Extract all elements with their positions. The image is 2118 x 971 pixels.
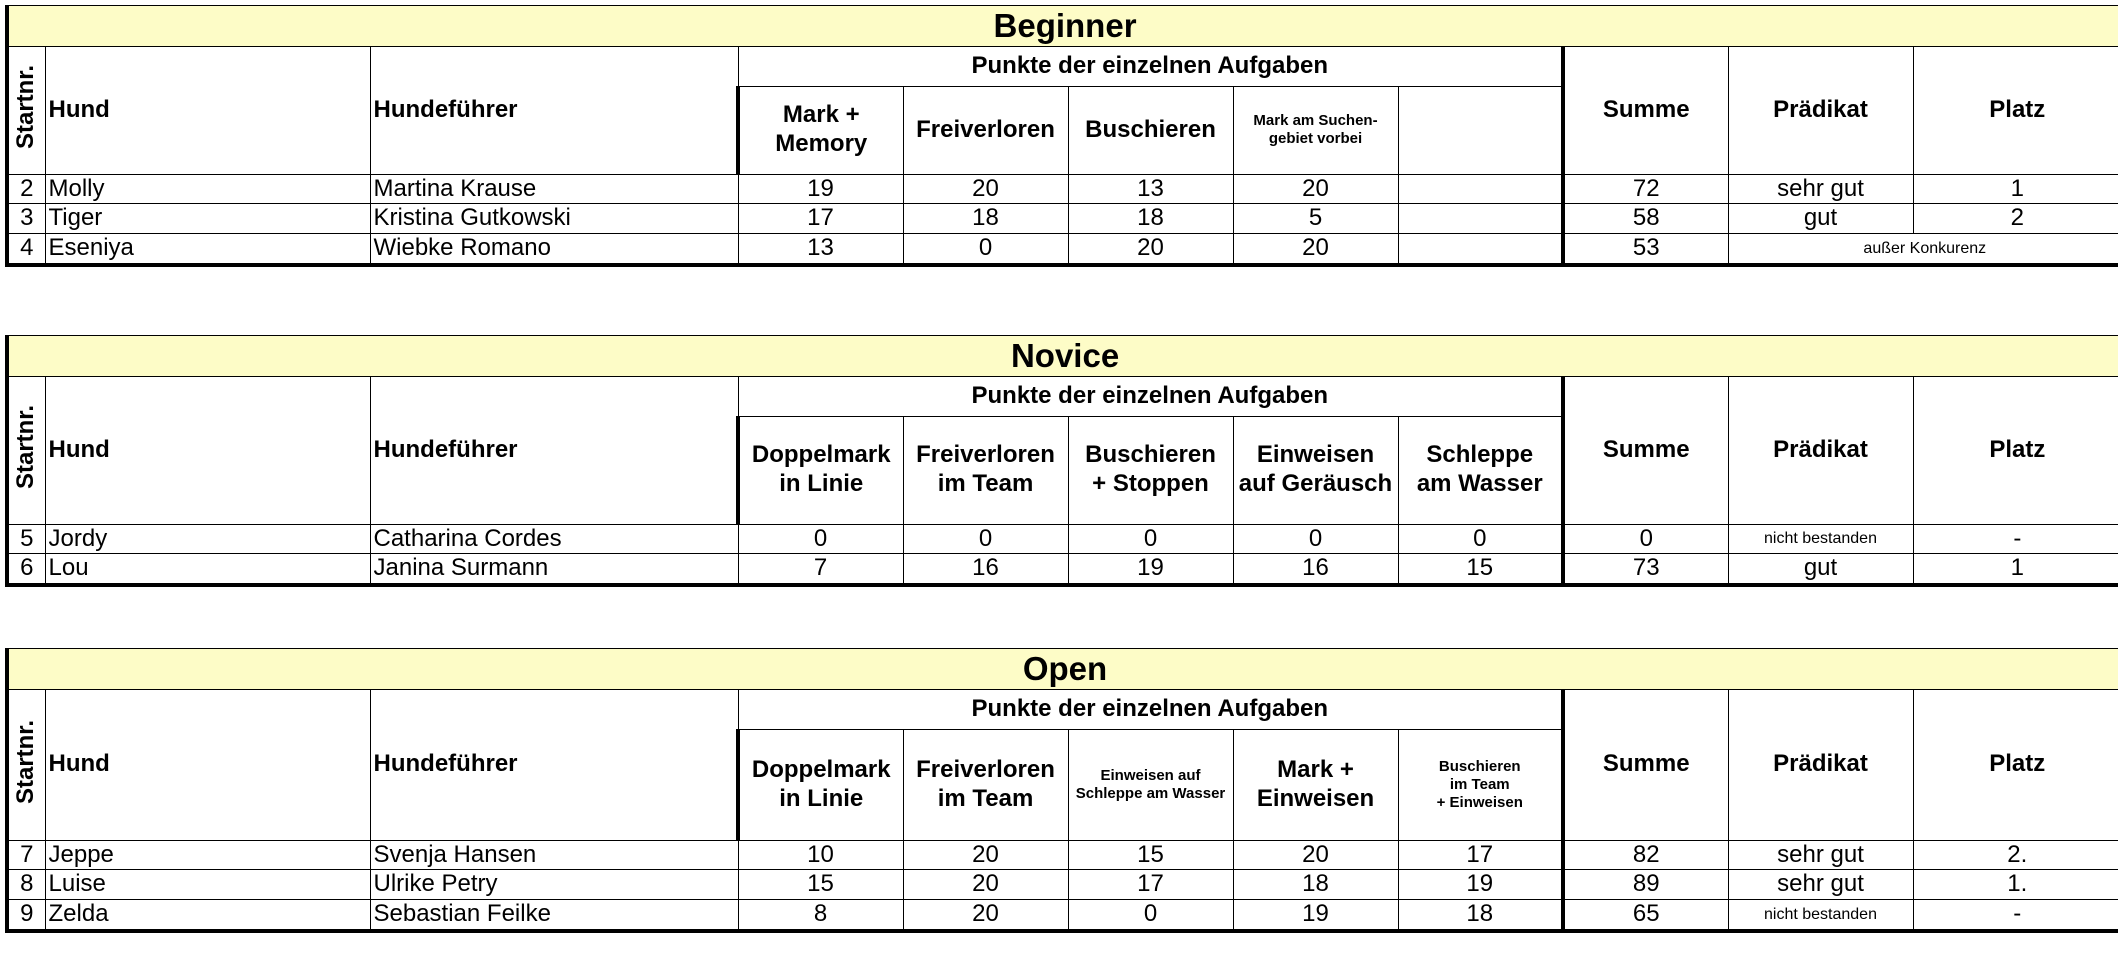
cell-summe: 89	[1563, 870, 1728, 900]
cell-points-task-3: 19	[1068, 554, 1233, 585]
cell-points-task-1: 13	[738, 234, 903, 265]
header-hundefuehrer: Hundeführer	[370, 376, 738, 524]
section-title: Novice	[7, 336, 2118, 377]
cell-points-task-2: 20	[903, 900, 1068, 931]
header-startnr-label: Startnr.	[12, 405, 40, 490]
task-label: Freiverloren im Team	[916, 441, 1055, 498]
cell-platz: 1.	[1913, 870, 2118, 900]
cell-hund: Jordy	[45, 524, 370, 554]
header-task-1	[738, 416, 903, 524]
cell-startnr: 6	[7, 554, 45, 585]
cell-points-task-3: 0	[1068, 900, 1233, 931]
cell-points-task-3: 15	[1068, 840, 1233, 870]
header-task-5	[1398, 416, 1563, 524]
header-task-1	[738, 729, 903, 840]
task-label: Buschieren + Stoppen	[1085, 441, 1216, 498]
cell-platz: -	[1913, 900, 2118, 931]
task-label: Buschieren	[1085, 115, 1216, 143]
cell-points-task-1: 15	[738, 870, 903, 900]
header-summe: Summe	[1563, 46, 1728, 174]
cell-points-task-2: 16	[903, 554, 1068, 585]
cell-summe: 72	[1563, 174, 1728, 204]
cell-praedikat: nicht bestanden	[1728, 524, 1913, 554]
header-hund: Hund	[45, 689, 370, 840]
cell-hundefuehrer: Ulrike Petry	[370, 870, 738, 900]
cell-startnr: 8	[7, 870, 45, 900]
header-startnr	[7, 376, 45, 524]
cell-platz: 1	[1913, 554, 2118, 585]
task-label: Freiverloren	[916, 115, 1055, 143]
table-row	[7, 554, 2118, 585]
cell-hundefuehrer: Sebastian Feilke	[370, 900, 738, 931]
cell-hund: Luise	[45, 870, 370, 900]
header-task-5	[1398, 729, 1563, 840]
cell-hund: Eseniya	[45, 234, 370, 265]
section-open	[5, 648, 2113, 933]
header-startnr-label: Startnr.	[12, 65, 40, 150]
header-task-3	[1068, 729, 1233, 840]
cell-startnr: 4	[7, 234, 45, 265]
header-praedikat: Prädikat	[1728, 689, 1913, 840]
cell-points-task-1: 7	[738, 554, 903, 585]
cell-points-task-5: 19	[1398, 870, 1563, 900]
cell-platz: 2	[1913, 204, 2118, 234]
header-task-2	[903, 729, 1068, 840]
header-hundefuehrer: Hundeführer	[370, 46, 738, 174]
cell-points-task-4: 20	[1233, 234, 1398, 265]
cell-points-task-5	[1398, 204, 1563, 234]
header-praedikat: Prädikat	[1728, 376, 1913, 524]
results-table	[5, 648, 2118, 933]
cell-points-task-5	[1398, 234, 1563, 265]
cell-points-task-3: 17	[1068, 870, 1233, 900]
header-startnr	[7, 689, 45, 840]
cell-startnr: 9	[7, 900, 45, 931]
task-label: Mark + Memory	[775, 101, 868, 158]
header-startnr	[7, 46, 45, 174]
cell-points-task-5: 15	[1398, 554, 1563, 585]
task-label: Buschieren im Team + Einweisen	[1436, 757, 1523, 811]
cell-praedikat: sehr gut	[1728, 870, 1913, 900]
header-punkte: Punkte der einzelnen Aufgaben	[738, 376, 1563, 416]
table-row	[7, 524, 2118, 554]
cell-points-task-2: 20	[903, 174, 1068, 204]
table-row	[7, 174, 2118, 204]
table-row	[7, 234, 2118, 265]
cell-summe: 53	[1563, 234, 1728, 265]
results-table	[5, 335, 2118, 587]
header-summe: Summe	[1563, 376, 1728, 524]
cell-points-task-5	[1398, 174, 1563, 204]
cell-points-task-1: 10	[738, 840, 903, 870]
cell-summe: 73	[1563, 554, 1728, 585]
header-task-4	[1233, 416, 1398, 524]
cell-hundefuehrer: Wiebke Romano	[370, 234, 738, 265]
cell-praedikat-platz-merged: außer Konkurenz	[1728, 234, 2118, 265]
header-task-3	[1068, 86, 1233, 174]
cell-points-task-3: 18	[1068, 204, 1233, 234]
cell-points-task-3: 13	[1068, 174, 1233, 204]
results-table	[5, 5, 2118, 267]
cell-points-task-4: 0	[1233, 524, 1398, 554]
cell-startnr: 7	[7, 840, 45, 870]
header-task-2	[903, 86, 1068, 174]
task-label: Schleppe am Wasser	[1416, 441, 1543, 498]
header-hund: Hund	[45, 376, 370, 524]
cell-points-task-1: 8	[738, 900, 903, 931]
cell-hundefuehrer: Janina Surmann	[370, 554, 738, 585]
header-platz: Platz	[1913, 46, 2118, 174]
cell-hundefuehrer: Svenja Hansen	[370, 840, 738, 870]
section-title: Open	[7, 649, 2118, 690]
section-novice	[5, 335, 2113, 587]
header-task-3	[1068, 416, 1233, 524]
table-row	[7, 900, 2118, 931]
task-label: Mark am Suchen- gebiet vorbei	[1253, 112, 1378, 148]
header-task-4	[1233, 729, 1398, 840]
header-platz: Platz	[1913, 376, 2118, 524]
cell-points-task-1: 0	[738, 524, 903, 554]
cell-points-task-2: 0	[903, 524, 1068, 554]
task-label: Mark + Einweisen	[1256, 755, 1375, 812]
cell-praedikat: gut	[1728, 554, 1913, 585]
header-hund: Hund	[45, 46, 370, 174]
cell-points-task-1: 19	[738, 174, 903, 204]
table-row	[7, 870, 2118, 900]
cell-points-task-2: 20	[903, 840, 1068, 870]
cell-summe: 0	[1563, 524, 1728, 554]
cell-points-task-4: 19	[1233, 900, 1398, 931]
cell-hundefuehrer: Martina Krause	[370, 174, 738, 204]
task-label: Einweisen auf Schleppe am Wasser	[1075, 766, 1226, 802]
header-punkte: Punkte der einzelnen Aufgaben	[738, 689, 1563, 729]
cell-points-task-2: 18	[903, 204, 1068, 234]
cell-praedikat: sehr gut	[1728, 174, 1913, 204]
cell-praedikat: sehr gut	[1728, 840, 1913, 870]
cell-summe: 65	[1563, 900, 1728, 931]
task-label: Doppelmark in Linie	[751, 441, 891, 498]
cell-startnr: 2	[7, 174, 45, 204]
cell-points-task-5: 18	[1398, 900, 1563, 931]
cell-points-task-5: 17	[1398, 840, 1563, 870]
cell-startnr: 5	[7, 524, 45, 554]
cell-points-task-2: 0	[903, 234, 1068, 265]
cell-platz: -	[1913, 524, 2118, 554]
cell-points-task-2: 20	[903, 870, 1068, 900]
cell-points-task-4: 18	[1233, 870, 1398, 900]
header-summe: Summe	[1563, 689, 1728, 840]
cell-platz: 2.	[1913, 840, 2118, 870]
section-title: Beginner	[7, 6, 2118, 47]
task-label: Doppelmark in Linie	[751, 755, 891, 812]
cell-points-task-4: 20	[1233, 174, 1398, 204]
header-praedikat: Prädikat	[1728, 46, 1913, 174]
cell-praedikat: gut	[1728, 204, 1913, 234]
cell-hundefuehrer: Catharina Cordes	[370, 524, 738, 554]
header-hundefuehrer: Hundeführer	[370, 689, 738, 840]
cell-points-task-4: 16	[1233, 554, 1398, 585]
cell-points-task-4: 5	[1233, 204, 1398, 234]
cell-points-task-5: 0	[1398, 524, 1563, 554]
header-task-4	[1233, 86, 1398, 174]
header-platz: Platz	[1913, 689, 2118, 840]
cell-hund: Tiger	[45, 204, 370, 234]
cell-startnr: 3	[7, 204, 45, 234]
table-row	[7, 204, 2118, 234]
task-label: Einweisen auf Geräusch	[1238, 441, 1393, 498]
cell-points-task-3: 0	[1068, 524, 1233, 554]
header-startnr-label: Startnr.	[12, 719, 40, 805]
cell-hund: Molly	[45, 174, 370, 204]
cell-hund: Lou	[45, 554, 370, 585]
cell-platz: 1	[1913, 174, 2118, 204]
cell-points-task-1: 17	[738, 204, 903, 234]
section-beginner	[5, 5, 2113, 267]
task-label: Freiverloren im Team	[916, 755, 1055, 812]
cell-hund: Jeppe	[45, 840, 370, 870]
header-task-1	[738, 86, 903, 174]
header-task-2	[903, 416, 1068, 524]
cell-hundefuehrer: Kristina Gutkowski	[370, 204, 738, 234]
cell-hund: Zelda	[45, 900, 370, 931]
cell-points-task-4: 20	[1233, 840, 1398, 870]
cell-praedikat: nicht bestanden	[1728, 900, 1913, 931]
cell-summe: 82	[1563, 840, 1728, 870]
table-row	[7, 840, 2118, 870]
cell-points-task-3: 20	[1068, 234, 1233, 265]
header-punkte: Punkte der einzelnen Aufgaben	[738, 46, 1563, 86]
header-task-5	[1398, 86, 1563, 174]
cell-summe: 58	[1563, 204, 1728, 234]
